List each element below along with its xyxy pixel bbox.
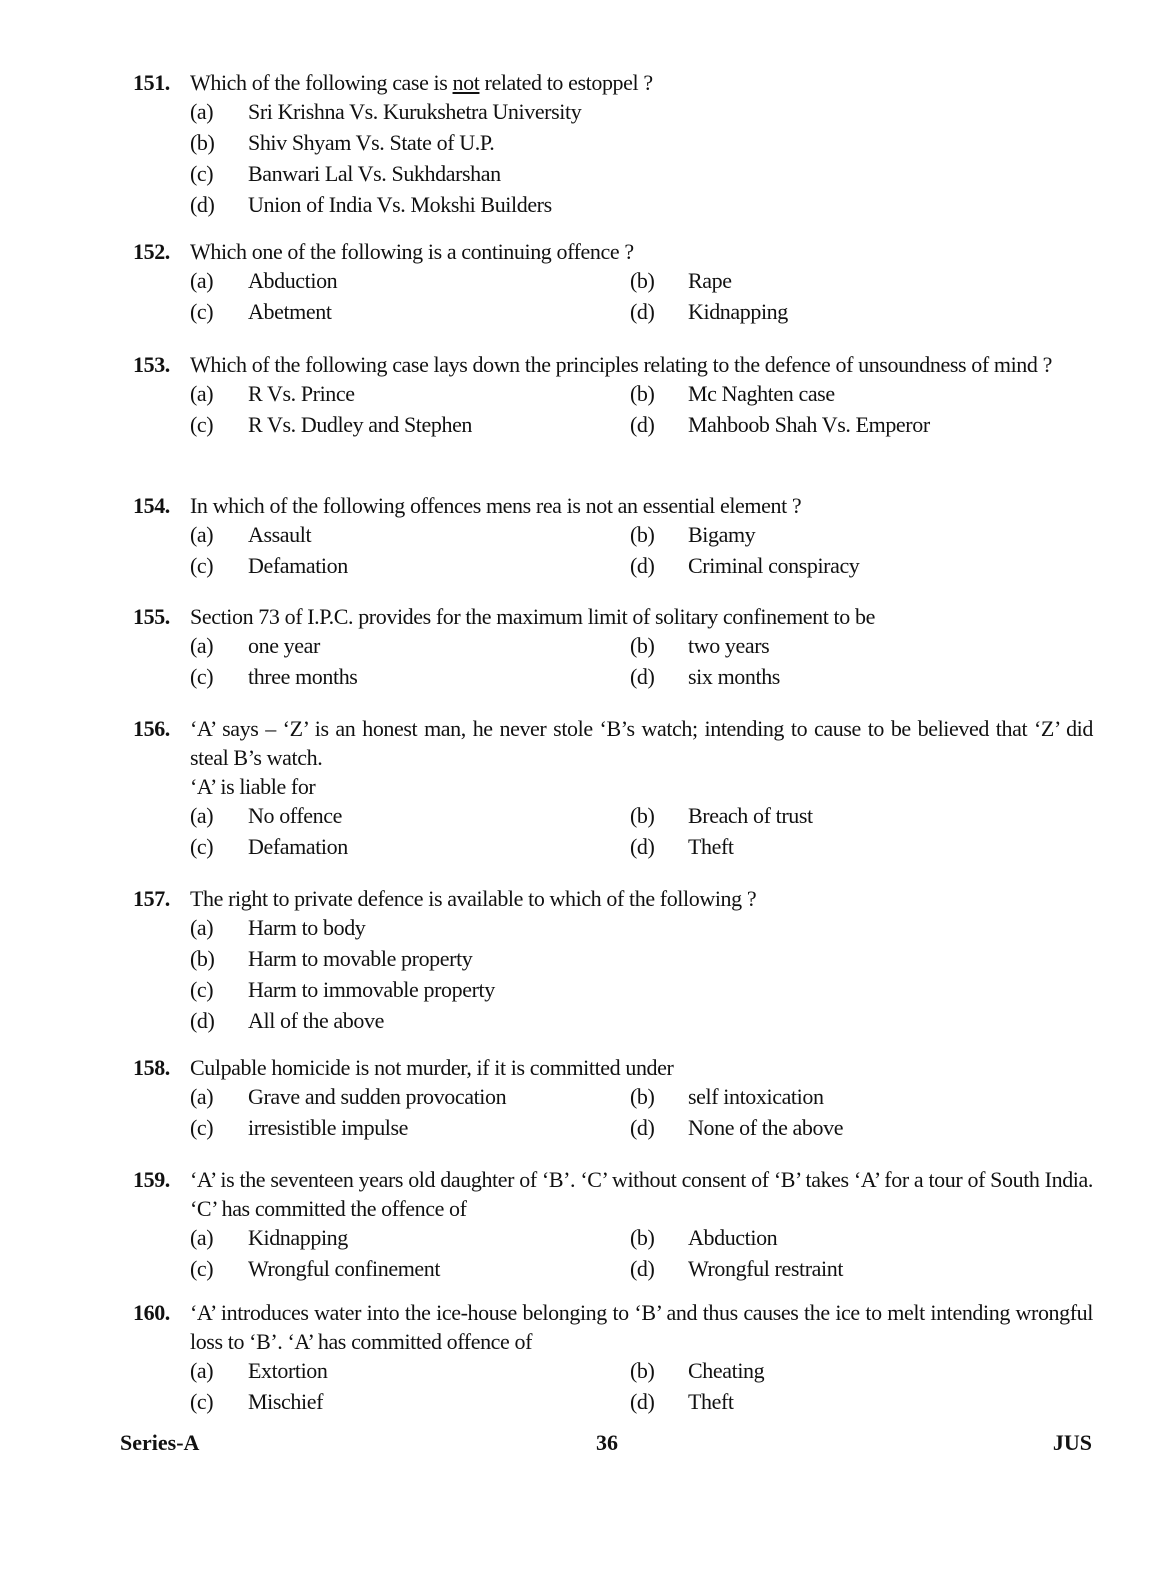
option-a: (a) Harm to body <box>190 915 366 940</box>
option-b: (b) Breach of trust <box>630 803 813 828</box>
question-number: 151. <box>133 70 170 95</box>
option-b: (b) Cheating <box>630 1358 765 1383</box>
option-b: (b) Shiv Shyam Vs. State of U.P. <box>190 130 495 155</box>
option-c: (c) irresistible impulse <box>190 1115 409 1140</box>
question-159 <box>133 1165 1093 1283</box>
question-156 <box>133 714 1093 861</box>
question-155 <box>133 602 1093 691</box>
question-number: 153. <box>133 352 170 377</box>
options-grid <box>190 1356 1093 1416</box>
option-d: (d) None of the above <box>630 1115 844 1140</box>
exam-code: JUS <box>1052 1430 1092 1455</box>
option-c: (c) R Vs. Dudley and Stephen <box>190 412 473 437</box>
options-grid <box>190 266 1093 326</box>
options-grid <box>190 379 1093 439</box>
question-152 <box>133 237 1093 326</box>
question-text: ‘A’ is the seventeen years old daughter of ‘B’. ‘C’ without consent of ‘B’ takes ‘A’ for a tour of South India. ‘C’ has committed the offence of <box>190 1167 1093 1221</box>
option-c: (c) Defamation <box>190 553 348 578</box>
options-list <box>190 97 1093 219</box>
option-c: (c) Defamation <box>190 834 348 859</box>
option-d: (d) Mahboob Shah Vs. Emperor <box>630 412 930 437</box>
question-text: Which of the following case is not related to estoppel ? <box>190 70 653 95</box>
question-158 <box>133 1053 1093 1142</box>
option-d: (d) Kidnapping <box>630 299 788 324</box>
option-a: (a) Extortion <box>190 1358 328 1383</box>
page-footer <box>120 1430 1092 1460</box>
options-grid <box>190 1082 1093 1142</box>
option-a: (a) one year <box>190 633 320 658</box>
question-text: Culpable homicide is not murder, if it is committed under <box>190 1055 674 1080</box>
option-c: (c) Harm to immovable property <box>190 977 495 1002</box>
option-b: (b) Bigamy <box>630 522 756 547</box>
option-a: (a) Abduction <box>190 268 338 293</box>
question-text: ‘A’ introduces water into the ice-house belonging to ‘B’ and thus causes the ice to melt intending wrongful loss to ‘B’. ‘A’ has committed offence of <box>190 1300 1093 1354</box>
question-number: 155. <box>133 604 170 629</box>
option-d: (d) All of the above <box>190 1008 384 1033</box>
option-b: (b) self intoxication <box>630 1084 824 1109</box>
option-d: (d) Union of India Vs. Mokshi Builders <box>190 192 552 217</box>
option-a: (a) Assault <box>190 522 312 547</box>
option-b: (b) Harm to movable property <box>190 946 473 971</box>
option-b: (b) Mc Naghten case <box>630 381 835 406</box>
option-d: (d) Criminal conspiracy <box>630 553 860 578</box>
options-grid <box>190 801 1093 861</box>
question-153 <box>133 350 1093 439</box>
question-text: Which of the following case lays down the principles relating to the defence of unsoundness of mind ? <box>190 352 1052 377</box>
question-157 <box>133 884 1093 1035</box>
question-number: 160. <box>133 1300 170 1325</box>
option-c: (c) Mischief <box>190 1389 324 1414</box>
page-number: 36 <box>596 1430 618 1455</box>
question-text: Section 73 of I.P.C. provides for the maximum limit of solitary confinement to be <box>190 604 875 629</box>
question-number: 152. <box>133 239 170 264</box>
question-subtext: ‘A’ is liable for <box>190 774 316 799</box>
option-c: (c) Wrongful confinement <box>190 1256 441 1281</box>
option-d: (d) Theft <box>630 834 734 859</box>
option-d: (d) Theft <box>630 1389 734 1414</box>
option-b: (b) Abduction <box>630 1225 778 1250</box>
question-number: 158. <box>133 1055 170 1080</box>
question-number: 156. <box>133 716 170 741</box>
options-grid <box>190 1223 1093 1283</box>
option-a: (a) Sri Krishna Vs. Kurukshetra University <box>190 99 582 124</box>
question-text: Which one of the following is a continuing offence ? <box>190 239 634 264</box>
question-160 <box>133 1298 1093 1416</box>
question-text: ‘A’ says – ‘Z’ is an honest man, he never stole ‘B’s watch; intending to cause to be believed that ‘Z’ did steal B’s watch. <box>190 716 1093 770</box>
options-grid <box>190 520 1093 580</box>
option-b: (b) Rape <box>630 268 732 293</box>
options-list <box>190 913 1093 1035</box>
option-b: (b) two years <box>630 633 770 658</box>
option-d: (d) Wrongful restraint <box>630 1256 844 1281</box>
emphasis-not: not <box>452 70 480 95</box>
option-a: (a) No offence <box>190 803 342 828</box>
question-text: The right to private defence is available to which of the following ? <box>190 886 757 911</box>
options-grid <box>190 631 1093 691</box>
option-c: (c) Banwari Lal Vs. Sukhdarshan <box>190 161 501 186</box>
question-number: 154. <box>133 493 170 518</box>
option-c: (c) three months <box>190 664 358 689</box>
question-151 <box>133 68 1093 219</box>
option-d: (d) six months <box>630 664 780 689</box>
option-c: (c) Abetment <box>190 299 332 324</box>
option-a: (a) R Vs. Prince <box>190 381 355 406</box>
option-a: (a) Grave and sudden provocation <box>190 1084 507 1109</box>
option-a: (a) Kidnapping <box>190 1225 348 1250</box>
question-154 <box>133 491 1093 580</box>
question-number: 157. <box>133 886 170 911</box>
question-text: In which of the following offences mens rea is not an essential element ? <box>190 493 802 518</box>
series-label: Series-A <box>120 1430 200 1455</box>
question-number: 159. <box>133 1167 170 1192</box>
